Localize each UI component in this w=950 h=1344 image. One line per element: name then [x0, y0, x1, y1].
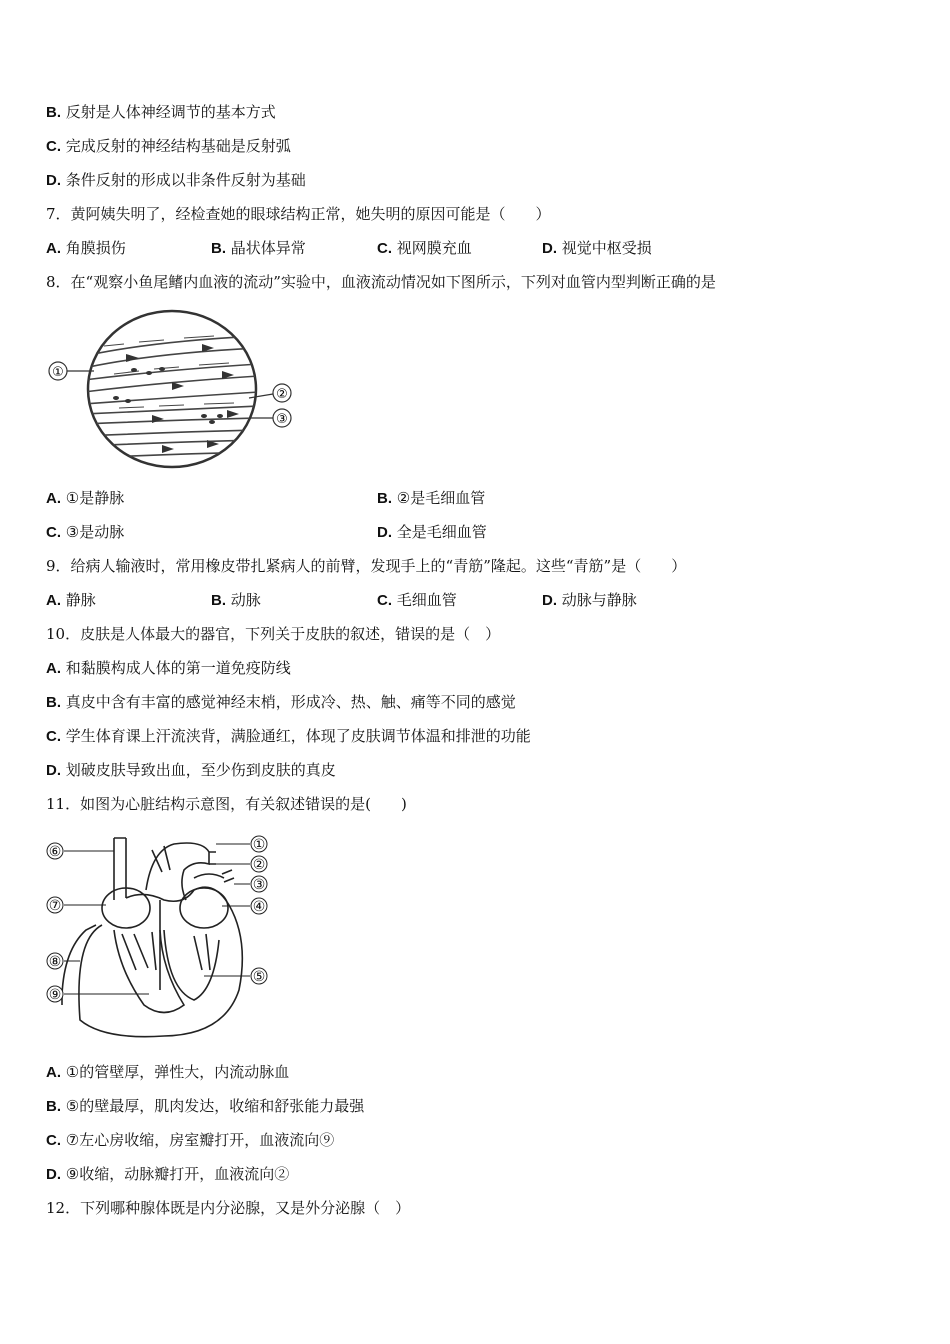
heart-label-5: ⑤ [252, 969, 266, 985]
q10-option-a: A. 和黏膜构成人体的第一道免疫防线 [46, 659, 291, 677]
q6-option-d: D. 条件反射的形成以非条件反射为基础 [46, 171, 306, 189]
q10-option-c: C. 学生体育课上汗流浃背，满脸通红，体现了皮肤调节体温和排泄的功能 [46, 727, 531, 745]
q10-stem: 10．皮肤是人体最大的器官，下列关于皮肤的叙述，错误的是（ ） [46, 625, 501, 643]
q9-option-c: C. 毛细血管 [377, 591, 457, 609]
fish-label-1: ① [52, 365, 64, 380]
heart-label-1: ① [252, 837, 266, 853]
q6-option-c: C. 完成反射的神经结构基础是反射弧 [46, 137, 291, 155]
q9-option-a: A. 静脉 [46, 591, 96, 609]
q11-option-d: D. ⑨收缩，动脉瓣打开，血液流向② [46, 1165, 290, 1183]
heart-structure-figure [44, 830, 276, 1044]
q8-option-b: B. ②是毛细血管 [377, 489, 486, 507]
heart-label-2: ② [252, 857, 266, 873]
q11-option-c: C. ⑦左心房收缩，房室瓣打开，血液流向⑨ [46, 1131, 335, 1149]
q9-option-d: D. 动脉与静脉 [542, 591, 637, 609]
q9-option-b: B. 动脉 [211, 591, 261, 609]
heart-label-4: ④ [252, 899, 266, 915]
heart-label-7: ⑦ [48, 898, 62, 914]
q8-stem: 8．在“观察小鱼尾鳍内血液的流动”实验中，血液流动情况如下图所示，下列对血管内型判断正确的是 [46, 273, 716, 291]
heart-label-8: ⑧ [48, 954, 62, 970]
q9-stem: 9．给病人输液时，常用橡皮带扎紧病人的前臂，发现手上的“青筋”隆起。这些“青筋”是（ ） [46, 557, 687, 575]
fish-tail-blood-flow-figure [44, 306, 296, 472]
q7-option-c: C. 视网膜充血 [377, 239, 472, 257]
heart-label-3: ③ [252, 877, 266, 893]
heart-label-6: ⑥ [48, 844, 62, 860]
q11-stem: 11．如图为心脏结构示意图，有关叙述错误的是( ) [46, 795, 407, 813]
q7-option-b: B. 晶状体异常 [211, 239, 306, 257]
q10-option-d: D. 划破皮肤导致出血，至少伤到皮肤的真皮 [46, 761, 336, 779]
q11-option-b: B. ⑤的壁最厚，肌肉发达，收缩和舒张能力最强 [46, 1097, 365, 1115]
q7-option-d: D. 视觉中枢受损 [542, 239, 652, 257]
q8-option-c: C. ③是动脉 [46, 523, 125, 541]
q8-option-a: A. ①是静脉 [46, 489, 125, 507]
q12-stem: 12．下列哪种腺体既是内分泌腺，又是外分泌腺（ ） [46, 1199, 411, 1217]
fish-label-2: ② [276, 387, 288, 402]
fish-label-3: ③ [276, 412, 288, 427]
q7-option-a: A. 角膜损伤 [46, 239, 126, 257]
q8-option-d: D. 全是毛细血管 [377, 523, 487, 541]
q11-option-a: A. ①的管壁厚，弹性大，内流动脉血 [46, 1063, 290, 1081]
q7-stem: 7．黄阿姨失明了，经检查她的眼球结构正常，她失明的原因可能是（ ） [46, 205, 551, 223]
q10-option-b: B. 真皮中含有丰富的感觉神经末梢，形成冷、热、触、痛等不同的感觉 [46, 693, 516, 711]
q6-option-b: B. 反射是人体神经调节的基本方式 [46, 103, 276, 121]
heart-label-9: ⑨ [48, 987, 62, 1003]
